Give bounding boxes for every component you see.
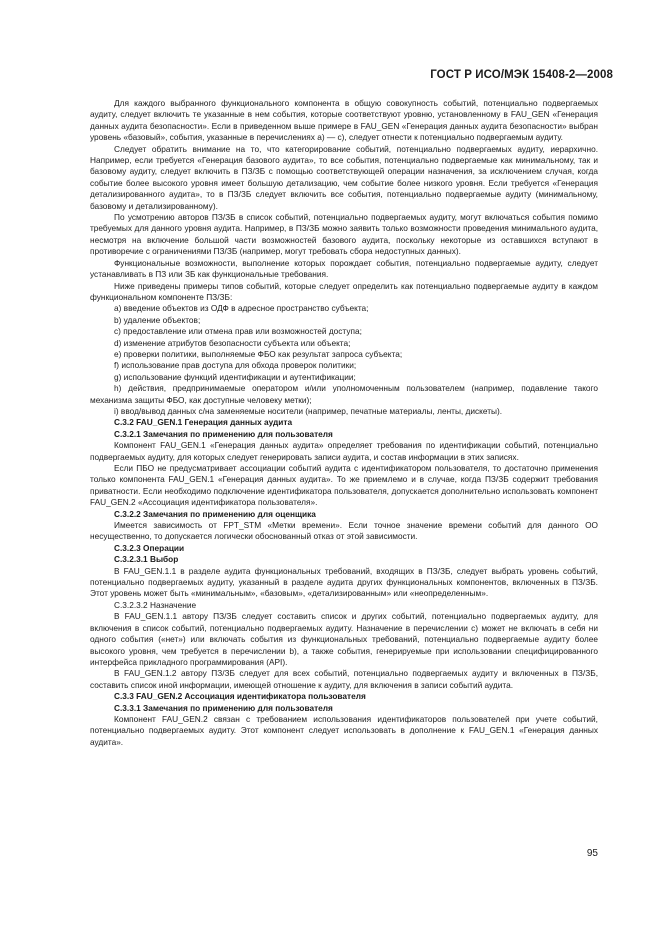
paragraph: Компонент FAU_GEN.1 «Генерация данных аудита» определяет требования по идентификации событий, потенциально подвергаемых аудиту, для которых следует генерировать записи аудита, и состав информации в этих записях. — [90, 440, 598, 462]
paragraph: В FAU_GEN.1.2 автору ПЗ/ЗБ следует для всех событий, потенциально подвергаемых аудиту и включенных в ПЗ/ЗБ, составить список иной информации, имеющей отношение к аудиту, для включения в записи событий аудита. — [90, 668, 598, 690]
list-item: h) действия, предпринимаемые оператором и/или уполномоченным пользователем (например, подавление такого механизма защиты ФБО, как доступные человеку метки); — [90, 383, 598, 405]
subsection-heading: C.3.2.2 Замечания по применению для оценщика — [114, 508, 316, 519]
list-item: g) использование функций идентификации и аутентификации; — [114, 371, 356, 382]
section-heading: C.3.3 FAU_GEN.2 Ассоциация идентификатора пользователя — [114, 691, 366, 702]
standard-code-header: ГОСТ Р ИСО/МЭК 15408-2—2008 — [430, 69, 613, 81]
list-item: a) введение объектов из ОДФ в адресное пространство субъекта; — [114, 303, 369, 314]
page-body — [90, 98, 598, 748]
list-item: c) предоставление или отмена прав или возможностей доступа; — [114, 326, 362, 337]
list-item: i) ввод/вывод данных с/на заменяемые носители (например, печатные материалы, ленты, дискеты). — [114, 405, 503, 416]
list-item: f) использование прав доступа для обхода проверок политики; — [114, 360, 357, 371]
list-item: b) удаление объектов; — [114, 314, 201, 325]
list-item: d) изменение атрибутов безопасности субъекта или объекта; — [114, 337, 351, 348]
list-item: e) проверки политики, выполняемые ФБО как результат запроса субъекта; — [114, 348, 403, 359]
paragraph: Ниже приведены примеры типов событий, которые следует определить как потенциально подвергаемые аудиту в каждом функциональном компоненте ПЗ/ЗБ: — [90, 280, 598, 302]
paragraph: Если ПБО не предусматривает ассоциации событий аудита с идентификатором пользователя, то достаточно применения только компонента FAU_GEN.1 «Генерация данных аудита». То же приемлемо и в случае, когда ПЗ/ЗБ содержит требования приватности. Если необходимо подключение идентификатора пользователя, допускается дополнительно использовать компонент FAU_GEN.2 «Ассоциация идентификатора пользователя». — [90, 463, 598, 508]
subsection-heading: C.3.2.3.1 Выбор — [114, 554, 179, 565]
subsection-heading: C.3.3.1 Замечания по применению для пользователя — [114, 702, 333, 713]
subsection-heading: C.3.2.1 Замечания по применению для пользователя — [114, 428, 333, 439]
section-heading: C.3.2 FAU_GEN.1 Генерация данных аудита — [114, 417, 293, 428]
paragraph: Компонент FAU_GEN.2 связан с требованием использования идентификаторов пользователей при учете событий, потенциально подвергаемых аудиту. Этот компонент следует использовать в дополнение к FAU_GEN.1 «Генерация данных аудита». — [90, 713, 598, 747]
paragraph: Для каждого выбранного функционального компонента в общую совокупность событий, потенциально подвергаемых аудиту, следует включить те указанные в нем события, которые соответствуют уровню, установленному в FAU_GEN «Генерация данных аудита безопасности». Если в приведенном выше примере в FAU_GEN «Генерация данных аудита безопасности» выбран уровень «базовый», события, указанные в перечислениях а) — с), следует отнести к потенциально подвергаемым аудиту. — [90, 98, 598, 143]
paragraph: В FAU_GEN.1.1 в разделе аудита функциональных требований, входящих в ПЗ/ЗБ, следует выбрать уровень событий, потенциально подвергаемых аудиту, указанный в разделе аудита других функциональных компонентов, включенных в ПЗ/ЗБ. Этот уровень может быть «минимальным», «базовым», «детализированным» или «неопределенным». — [90, 565, 598, 599]
paragraph: В FAU_GEN.1.1 автору ПЗ/ЗБ следует составить список и других событий, потенциально подвергаемых аудиту, для включения в список событий, потенциально подвергаемых аудиту. Назначение в перечислении c) может не включать в себя ни одного события («нет») или включать события из функциональных требований, потенциально подвергаемые аудиту более высокого уровня, чем требуется в перечислении b), а также события, генерируемые при использовании специфицированного интерфейса прикладного программирования (API). — [90, 611, 598, 667]
subsection-heading: C.3.2.3.2 Назначение — [114, 599, 197, 610]
subsection-heading: C.3.2.3 Операции — [114, 542, 185, 553]
paragraph: Имеется зависимость от FPT_STM «Метки времени». Если точное значение времени событий для данного ОО несущественно, то допускается логически обоснованный отказ от этой зависимости. — [90, 520, 598, 542]
page-number: 95 — [586, 848, 598, 859]
paragraph: Функциональные возможности, выполнение которых порождает события, потенциально подвергаемые аудиту, следует устанавливать в ПЗ или ЗБ как функциональные требования. — [90, 257, 598, 280]
paragraph: Следует обратить внимание на то, что категорирование событий, потенциально подвергаемых аудиту, иерархично. Например, если требуется «Генерация базового аудита», то все события, потенциально подвергаемые как минимальному, так и базовому аудиту, следует включить в ПЗ/ЗБ с помощью соответствующей операции назначения, за исключением случая, когда событие более высокого уровня имеет большую детализацию, чем событие более низкого уровня. Если требуется «Генерация детализированного аудита», то в ПЗ/ЗБ следует включить все события, потенциально подвергаемые аудиту (минимальному, базовому и детализированному). — [90, 143, 598, 211]
paragraph: По усмотрению авторов ПЗ/ЗБ в список событий, потенциально подвергаемых аудиту, могут включаться события помимо требуемых для данного уровня аудита. Например, в ПЗ/ЗБ можно заявить только возможности проведения минимального аудита, несмотря на включение большой части возможностей базового аудита, поскольку некоторые из оставшихся вступают в противоречие с ограничениями ПЗ/ЗБ (например, могут требовать сбора недоступных данных). — [90, 212, 598, 257]
